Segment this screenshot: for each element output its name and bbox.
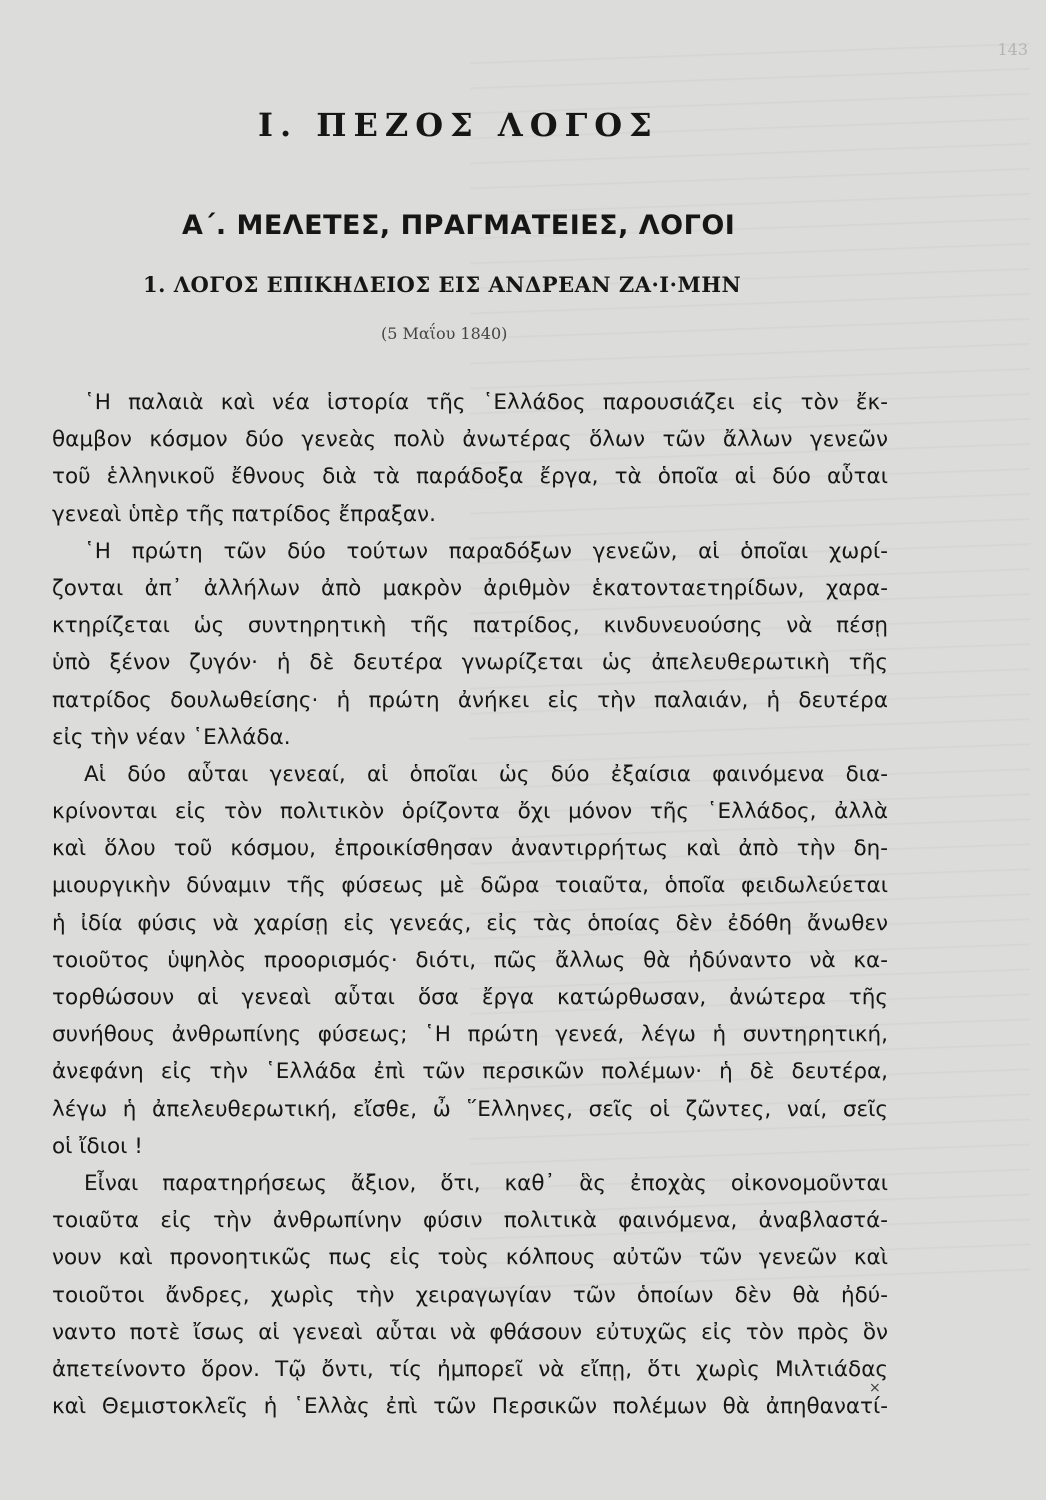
text-line: λέγω ἡ ἀπελευθερωτική, εἴσθε, ὦ ῞Ελληνες, σεῖς οἱ ζῶντες, ναί, σεῖς [52,1096,888,1122]
text-line: νουν καὶ προνοητικῶς πως εἰς τοὺς κόλπους αὐτῶν τῶν γενεῶν καὶ [52,1245,888,1271]
text-line: καὶ ὅλου τοῦ κόσμου, ἐπροικίσθησαν ἀναντιρρήτως καὶ ἀπὸ τὴν δη- [52,836,888,862]
text-line: καὶ Θεμιστοκλεῖς ἡ ῾Ελλὰς ἐπὶ τῶν Περσικῶν πολέμων θὰ ἀπηθανατί- [52,1394,888,1420]
text-line: Εἶναι παρατηρήσεως ἄξιον, ὅτι, καθ᾽ ἃς ἐποχὰς οἰκονομοῦνται [84,1170,888,1196]
text-line: τοιαῦτα εἰς τὴν ἀνθρωπίνην φύσιν πολιτικὰ φαινόμενα, ἀναβλαστά- [52,1208,888,1234]
text-line: τορθώσουν αἱ γενεαὶ αὗται ὅσα ἔργα κατώρθωσαν, ἀνώτερα τῆς [52,985,888,1010]
text-line: κτηρίζεται ὡς συντηρητικὴ τῆς πατρίδος, κινδυνευούσης νὰ πέσῃ [52,613,888,639]
text-line: τοιοῦτος ὑψηλὸς προορισμός· διότι, πῶς ἄλλως θὰ ἠδύναντο νὰ κα- [52,947,888,973]
text-line: μιουργικὴν δύναμιν τῆς φύσεως μὲ δῶρα τοιαῦτα, ὁποῖα φειδωλεύεται [52,873,888,899]
text-line: ζονται ἀπ᾽ ἀλλήλων ἀπὸ μακρὸν ἀριθμὸν ἑκατονταετηρίδων, χαρα- [52,575,888,601]
text-line: εἰς τὴν νέαν ῾Ελλάδα. [52,724,291,750]
article-title: 1. ΛΟΓΟΣ ΕΠΙΚΗΔΕΙΟΣ ΕΙΣ ΑΝΔΡΕΑΝ ΖΑ·Ι·ΜΗΝ [143,272,742,297]
text-line: ῾Η πρώτη τῶν δύο τούτων παραδόξων γενεῶν, αἱ ὁποῖαι χωρί- [84,538,888,564]
text-line: τοῦ ἑλληνικοῦ ἔθνους διὰ τὰ παράδοξα ἔργα, τὰ ὁποῖα αἱ δύο αὗται [52,464,888,490]
text-line: συνήθους ἀνθρωπίνης φύσεως; ῾Η πρώτη γενεά, λέγω ἡ συντηρητική, [52,1022,888,1048]
text-line: πατρίδος δουλωθείσης· ἡ πρώτη ἀνήκει εἰς τὴν παλαιάν, ἡ δευτέρα [52,687,888,713]
text-line: ἡ ἰδία φύσις νὰ χαρίσῃ εἰς γενεάς, εἰς τὰς ὁποίας δὲν ἐδόθη ἄνωθεν [52,910,888,936]
text-line: ῾Η παλαιὰ καὶ νέα ἱστορία τῆς ῾Ελλάδος παρουσιάζει εἰς τὸν ἔκ- [84,390,888,415]
text-line: γενεαὶ ὑπὲρ τῆς πατρίδος ἔπραξαν. [52,501,436,527]
text-line: ναντο ποτὲ ἴσως αἱ γενεαὶ αὗται νὰ φθάσουν εὐτυχῶς εἰς τὸν πρὸς ὃν [52,1319,888,1345]
text-line: ἀπετείνοντο ὅρον. Τῷ ὄντι, τίς ἠμπορεῖ νὰ εἴπῃ, ὅτι χωρὶς Μιλτιάδας [52,1356,888,1382]
text-line: οἱ ἴδιοι ! [52,1133,143,1159]
page-number: 143 [997,40,1028,59]
text-line: θαμβον κόσμον δύο γενεὰς πολὺ ἀνωτέρας ὅλων τῶν ἄλλων γενεῶν [52,427,888,453]
text-line: ὑπὸ ξένον ζυγόν· ἡ δὲ δευτέρα γνωρίζεται ὡς ἀπελευθερωτικὴ τῆς [52,650,888,676]
section-title: Α΄. ΜΕΛΕΤΕΣ, ΠΡΑΓΜΑΤΕΙΕΣ, ΛΟΓΟΙ [182,210,736,241]
article-date: (5 Μαΐου 1840) [381,324,508,343]
signature-mark: × [869,1380,881,1396]
text-line: κρίνονται εἰς τὸν πολιτικὸν ὁρίζοντα ὄχι μόνον τῆς ῾Ελλάδος, ἀλλὰ [52,799,888,825]
body-text [52,384,888,1425]
text-line: Αἱ δύο αὗται γενεαί, αἱ ὁποῖαι ὡς δύο ἐξαίσια φαινόμενα δια- [84,761,888,787]
text-line: τοιοῦτοι ἄνδρες, χωρὶς τὴν χειραγωγίαν τῶν ὁποίων δὲν θὰ ἠδύ- [52,1282,888,1308]
text-line: ἀνεφάνη εἰς τὴν ῾Ελλάδα ἐπὶ τῶν περσικῶν πολέμων· ἡ δὲ δευτέρα, [52,1059,888,1085]
part-title: I. ΠΕΖΟΣ ΛΟΓΟΣ [258,106,659,144]
